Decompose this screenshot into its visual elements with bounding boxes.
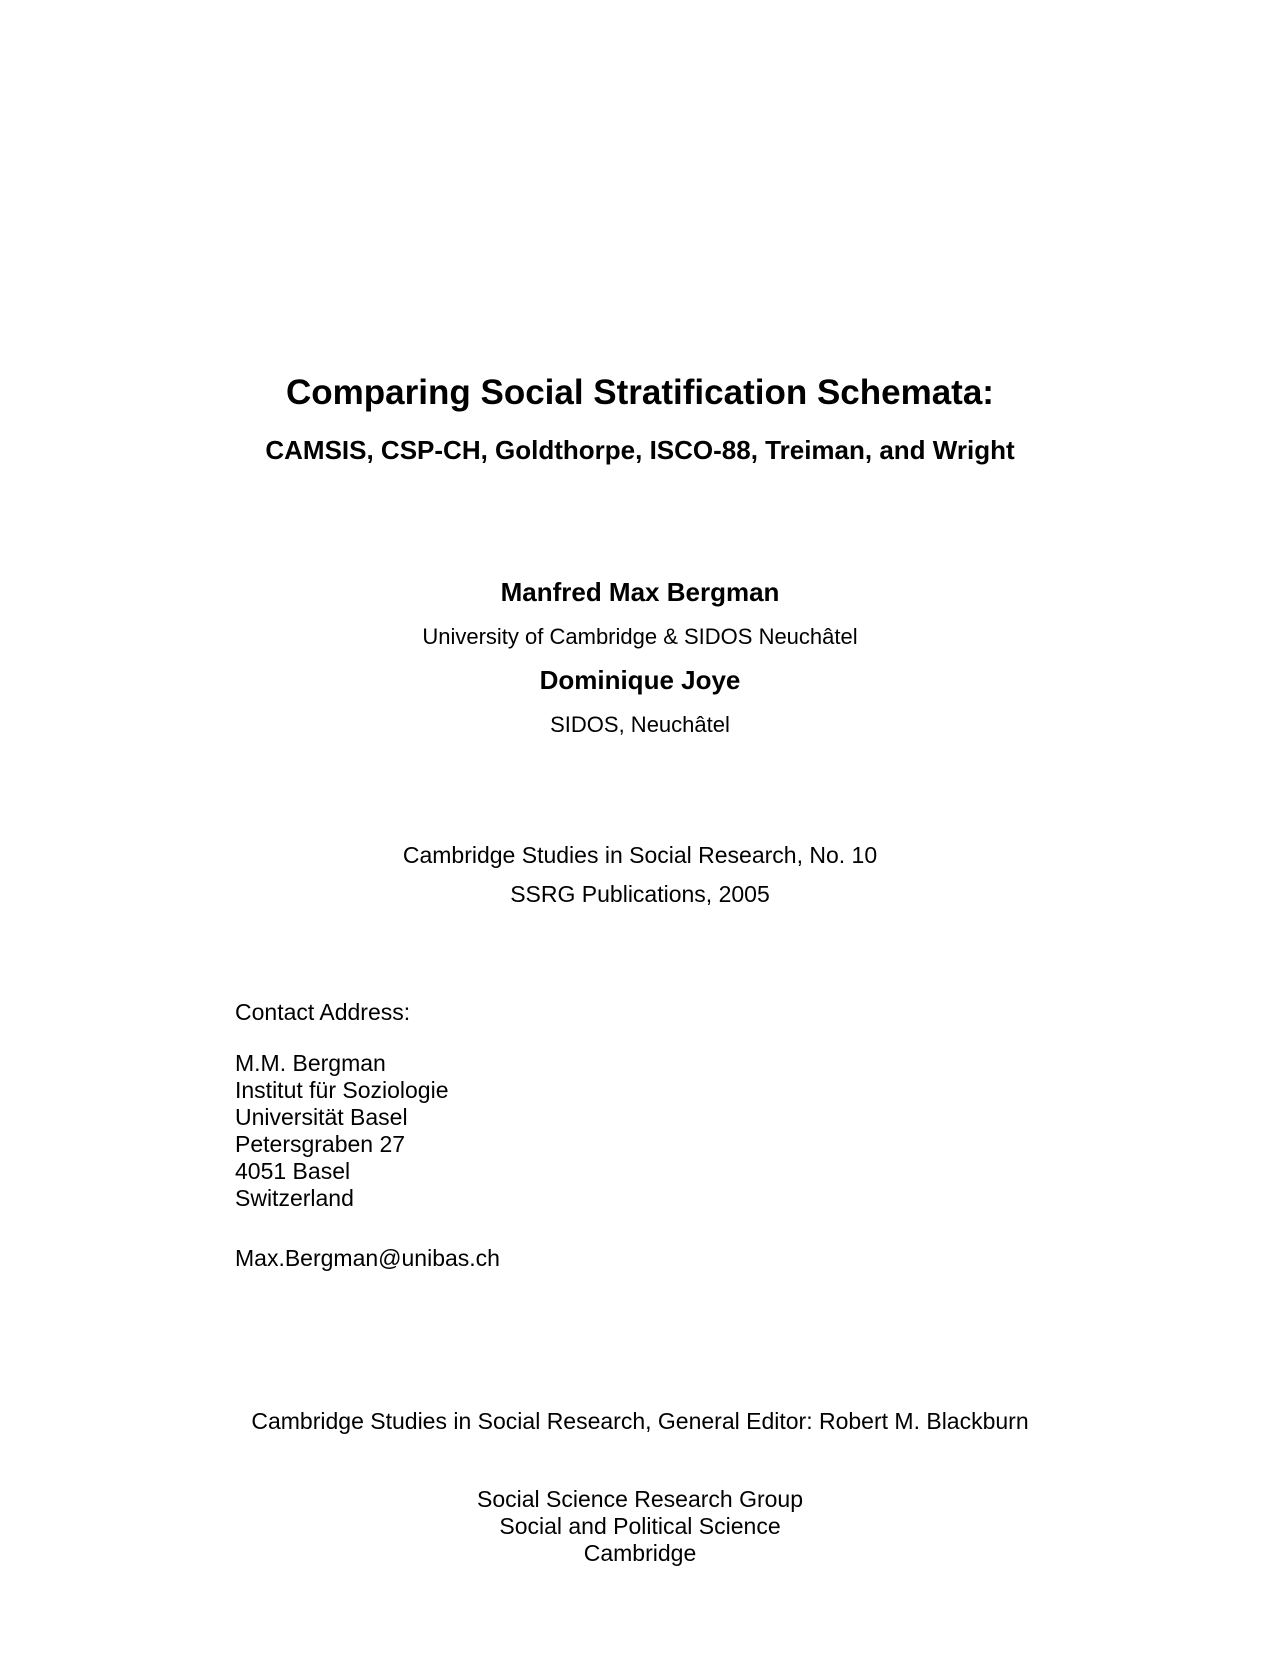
address-line: Switzerland [235,1185,354,1211]
address-line: Petersgraben 27 [235,1131,406,1157]
address-line: Institut für Soziologie [235,1077,449,1103]
address-line: M.M. Bergman [235,1050,386,1076]
editor-line: Cambridge Studies in Social Research, General Editor: Robert M. Blackburn [251,1408,1029,1434]
address-line: Universität Basel [235,1104,408,1130]
contact-email: Max.Bergman@unibas.ch [235,1245,500,1271]
group-line: Social Science Research Group [477,1486,803,1512]
group-line: Social and Political Science [499,1513,781,1539]
document-subtitle: CAMSIS, CSP-CH, Goldthorpe, ISCO-88, Treiman, and Wright [265,435,1015,465]
research-group [0,1486,1280,1567]
group-line: Cambridge [583,1540,697,1566]
author-name: Dominique Joye [539,665,741,695]
publisher-line: SSRG Publications, 2005 [510,881,770,907]
series-line: Cambridge Studies in Social Research, No. 10 [402,842,878,868]
contact-heading: Contact Address: [235,999,411,1025]
contact-address [235,1050,449,1212]
author-affiliation: University of Cambridge & SIDOS Neuchâtel [422,624,858,649]
document-title: Comparing Social Stratification Schemata: [286,373,994,412]
author-name: Manfred Max Bergman [500,577,780,607]
author-affiliation: SIDOS, Neuchâtel [550,712,730,737]
address-line: 4051 Basel [235,1158,351,1184]
